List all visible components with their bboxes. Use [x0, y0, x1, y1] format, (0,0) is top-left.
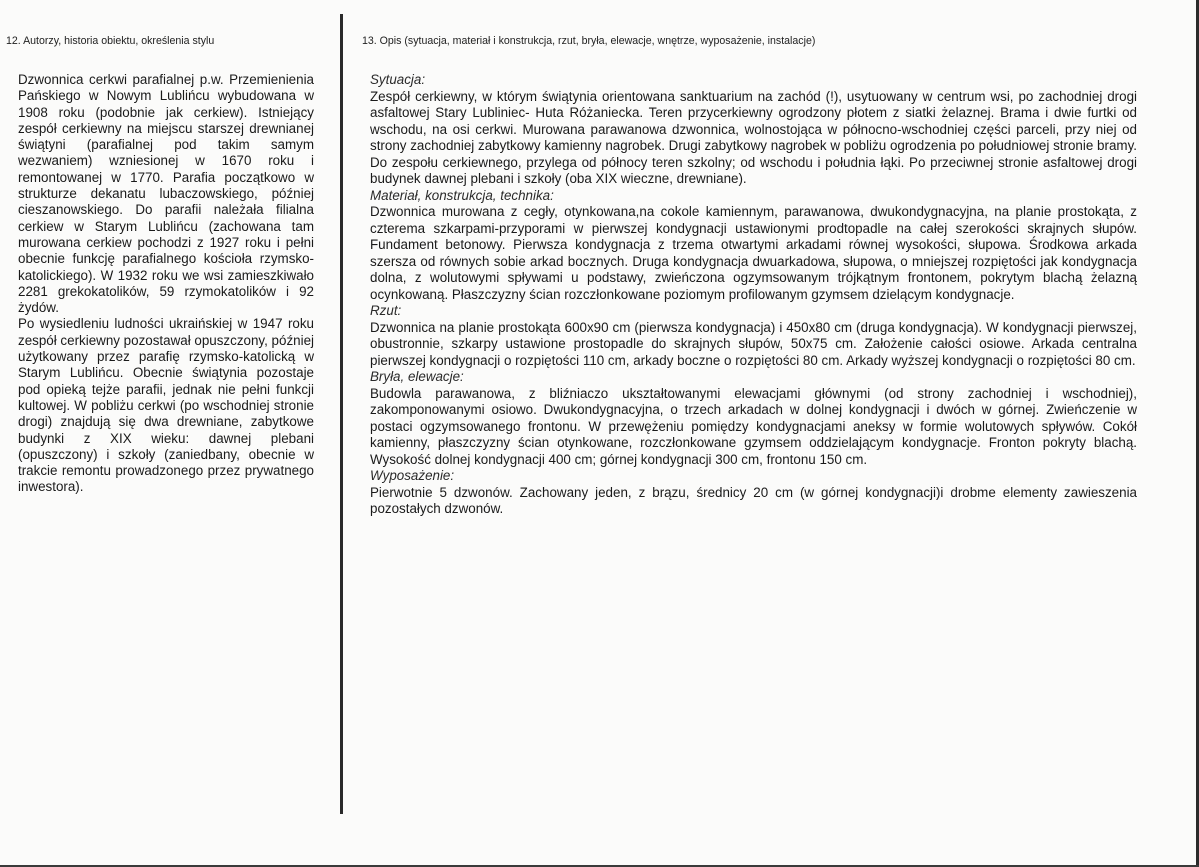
section-text-material: Dzwonnica murowana z cegły, otynkowana,na cokole kamiennym, parawanowa, dwukondygnacyjna, na planie prostokąta, z czterema szkarpami-przyporami w pierwszej kondygnacji ustawionymi prodtopadle na całej szerokości skrajnych słupów. Fundament betonowy. Pierwsza kondygnacja z trzema otwartymi arkadami równej wysokości, słupowa. Środkowa arkada szersza od równych sobie arkad bocznych. Druga kondygnacja dwuarkadowa, słupowa, o mniejszej rozpiętości jak kondygnacja dolna, z wolutowymi spływami u podstawy, zwieńczona ogzymsowanym trójkątnym frontonem, pokrytym blachą żelazną ocynkowaną. Płaszczyzny ścian rozczłonkowane poziomym profilowanym gzymsem dzielącym kondygnacje. — [370, 204, 1137, 302]
description-text — [370, 72, 1137, 518]
column-divider — [340, 14, 343, 814]
description-column — [362, 34, 1137, 518]
section-title-plan: Rzut: — [370, 303, 402, 318]
section-title-material: Materiał, konstrukcja, technika: — [370, 187, 554, 203]
section-text-equipment: Pierwotnie 5 dzwonów. Zachowany jeden, z brązu, średnicy 20 cm (w górnej kondygnacji)i drobme elementy zawieszenia pozostałych dzwonów. — [370, 484, 1137, 516]
section-text-elevations: Budowla parawanowa, z bliźniaczo ukształtowanymi elewacjami głównymi (od strony zachodniej i wschodniej), zakomponowanymi osiowo. Dwukondygnacyjna, o trzech arkadach w dolnej kondygnacji i dwóch w górnej. Zwieńczenie w postaci ogzymsowanego frontonu. W przewężeniu pomiędzy kondygnacjami aneksy w formie wolutowych spływów. Cokół kamienny, płaszczyzny ścian otynkowane, rozczłonkowane gzymsem oddzielającym kondygnacje. Fronton pokryty blachą. Wysokość dolnej kondygnacji 400 cm; górnej kondygnacji 300 cm, frontonu 150 cm. — [370, 385, 1137, 467]
section-text-plan: Dzwonnica na planie prostokąta 600x90 cm (pierwsza kondygnacja) i 450x80 cm (druga kondygnacja). W kondygnacji pierwszej, obustronnie, szkarpy ustawione prostopadle do skrajnych słupów, 50x75 cm. Założenie całości osiowe. Arkada centralna pierwszej kondygnacji o rozpiętości 110 cm, arkady boczne o rozpiętości 80 cm. Arkady wyższej kondygnacji o rozpiętości 80 cm. — [370, 319, 1137, 368]
description-heading: 13. Opis (sytuacja, materiał i konstrukcja, rzut, bryła, elewacje, wnętrze, wyposażenie, instalacje) — [362, 35, 816, 47]
history-heading: 12. Autorzy, historia obiektu, określenia stylu — [6, 35, 215, 47]
section-title-situation: Sytuacja: — [370, 72, 426, 87]
section-title-equipment: Wyposażenie: — [370, 468, 455, 483]
history-text — [18, 72, 314, 496]
history-column — [6, 34, 314, 496]
section-title-elevations: Bryła, elewacje: — [370, 369, 464, 384]
history-paragraph: Po wysiedleniu ludności ukraińskiej w 1947 roku zespół cerkiewny pozostawał opuszczony, później użytkowany przez parafię rzymsko-katolicką w Starym Lublińcu. Obecnie świątynia pozostaje pod opieką tejże parafii, jednak nie pełni funkcji kultowej. W pobliżu cerkwi (po wschodniej stronie drogi) znajdują się dwa drewniane, zabytkowe budynki z XIX wieku: dawnej plebani (opuszczony) i szkoły (zaniedbany, obecnie w trakcie remontu prowadzonego przez prywatnego inwestora). — [18, 316, 314, 495]
history-paragraph: Dzwonnica cerkwi parafialnej p.w. Przemienienia Pańskiego w Nowym Lublińcu wybudowana w 1908 roku (podobnie jak cerkiew). Istniejący zespół cerkiewny na miejscu starszej drewnianej świątyni (parafialnej pod takim samym wezwaniem) wzniesionej w 1670 roku i remontowanej w 1770. Parafia początkowo w strukturze dekanatu lubaczowskiego, później cieszanowskiego. Do parafii należała filialna cerkiew w Starym Lublińcu (zachowana tam murowana cerkiew pochodzi z 1927 roku i pełni obecnie funkcję parafialnego kościoła rzymsko-katolickiego). W 1932 roku we wsi zamieszkiwało 2281 grekokatolików, 59 rzymokatolików i 92 żydów. — [18, 72, 314, 316]
section-text-situation: Zespół cerkiewny, w którym świątynia orientowana sanktuarium na zachód (!), usytuowany w centrum wsi, po zachodniej drogi asfaltowej Stary Lubliniec- Huta Różaniecka. Teren przycerkiewny ogrodzony płotem z siatki żelaznej. Brama i dwie furtki od wschodu, na osi cerkwi. Murowana parawanowa dzwonnica, wolnostojąca w północno-wschodniej części parceli, przy niej od strony zachodniej zabytkowy kamienny nagrobek. Drugi zabytkowy nagrobek w pobliżu ogrodzenia po południowej stronie bramy. Do zespołu cerkiewnego, przylega od północy teren szkolny; od wschodu i południa łąki. Po przeciwnej stronie asfaltowej drogi budynek dawnej plebani i szkoły (oba XIX wieczne, drewniane). — [370, 88, 1137, 186]
